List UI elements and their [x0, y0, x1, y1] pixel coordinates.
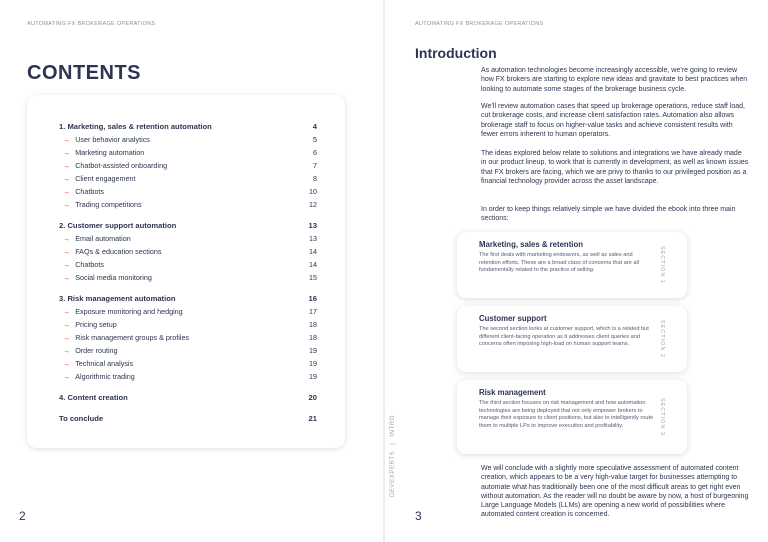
page-number: 2 [19, 509, 26, 523]
toc-page-number: 20 [308, 393, 317, 402]
toc-page-number: 7 [313, 161, 317, 170]
toc-page-number: 12 [309, 200, 317, 209]
toc-heading[interactable] [59, 221, 317, 230]
toc-page-number: 14 [309, 260, 317, 269]
toc-entry[interactable] [63, 359, 317, 368]
toc-entry[interactable] [63, 247, 317, 256]
toc-entry[interactable] [63, 234, 317, 243]
brand-section: INTRO [390, 414, 396, 437]
section-card [457, 306, 687, 372]
toc-heading[interactable] [59, 393, 317, 402]
toc-page-number: 18 [309, 333, 317, 342]
toc-card [27, 95, 345, 448]
section-title: Customer support [479, 314, 547, 323]
section-card [457, 380, 687, 454]
left-page [0, 0, 383, 542]
brand-name: DEVEXPERTS [390, 450, 396, 497]
running-head: AUTOMATING FX BROKERAGE OPERATIONS [27, 21, 156, 27]
toc-page-number: 5 [313, 135, 317, 144]
toc-heading[interactable] [59, 414, 317, 423]
toc-entry[interactable] [63, 161, 317, 170]
toc-label: → Pricing setup [63, 320, 117, 329]
running-head: AUTOMATING FX BROKERAGE OPERATIONS [415, 21, 544, 27]
toc-label: → FAQs & education sections [63, 247, 161, 256]
intro-paragraph: We’ll review automation cases that speed up brokerage operations, reduce staff load, cut brokerage costs, and increase client satisfaction rates. Automation also allows brokerage staff to focus on higher-value tasks and achieve consistent results with fewer errors inherent to human operators. [481, 103, 745, 138]
toc-page-number: 13 [309, 234, 317, 243]
toc-entry[interactable] [63, 200, 317, 209]
intro-paragraph: As automation technologies become increasingly accessible, we’re going to review how FX brokers are starting to explore new ideas and gravitate to best practices when looking to automate some stages of the brokerage business cycle. [481, 67, 748, 93]
toc-page-number: 21 [308, 414, 317, 423]
conclusion-paragraph: We will conclude with a slightly more speculative assessment of automated content creation, which appears to be a very high-value target for businesses attempting to automate what has traditionally been one of the most difficult areas to get right even without automation. As the reader will no doubt be aware by now, a host of burgeoning Large Language Models (LLMs) are opening a new world of possibilities where automated content creation is concerned. [481, 465, 749, 519]
toc-entry[interactable] [63, 174, 317, 183]
intro-paragraph: In order to keep things relatively simple we have divided the ebook into three main sections: [481, 206, 736, 223]
intro-title: Introduction [415, 45, 497, 61]
toc-label: → Chatbots [63, 260, 104, 269]
toc-label: → Email automation [63, 234, 131, 243]
toc-entry[interactable] [63, 372, 317, 381]
toc-entry[interactable] [63, 333, 317, 342]
toc-label: → Technical analysis [63, 359, 133, 368]
toc-page-number: 16 [308, 294, 317, 303]
toc-page-number: 18 [309, 320, 317, 329]
toc-page-number: 10 [309, 187, 317, 196]
toc-entry[interactable] [63, 148, 317, 157]
toc-heading[interactable] [59, 294, 317, 303]
page-number: 3 [415, 509, 422, 523]
toc-label: 4. Content creation [59, 393, 128, 402]
section-card [457, 232, 687, 298]
toc-heading[interactable] [59, 122, 317, 131]
toc-label: → Client engagement [63, 174, 136, 183]
toc-page-number: 4 [312, 122, 317, 131]
toc-page-number: 17 [309, 307, 317, 316]
toc-entry[interactable] [63, 273, 317, 282]
section-tag: SECTION 1 [658, 245, 665, 285]
toc-label: → Algorithmic trading [63, 372, 135, 381]
section-tag: SECTION 3 [658, 397, 665, 437]
toc-entry[interactable] [63, 320, 317, 329]
toc-label: 1. Marketing, sales & retention automation [59, 122, 212, 131]
toc-label: → Social media monitoring [63, 273, 152, 282]
toc-page-number: 19 [309, 372, 317, 381]
toc-page-number: 8 [313, 174, 317, 183]
toc-label: → Risk management groups & profiles [63, 333, 189, 342]
toc-label: 2. Customer support automation [59, 221, 177, 230]
toc-entry[interactable] [63, 187, 317, 196]
section-body: The second section looks at customer support, which is a related but different client-facing operation as it addresses client queries and concerns often imposing high-load on human support teams. [479, 326, 649, 348]
toc-label: → Trading competitions [63, 200, 142, 209]
section-tag: SECTION 2 [658, 319, 665, 359]
section-body: The third section focuses on risk management and how automation technologies are being deployed that not only empower brokers to manage their exposure to client positions, but also to intelligently route them to multiple LPs to improve execution and profitability. [479, 400, 654, 429]
toc-page-number: 19 [309, 346, 317, 355]
toc-page-number: 14 [309, 247, 317, 256]
toc-label: → Exposure monitoring and hedging [63, 307, 183, 316]
section-title: Risk management [479, 388, 546, 397]
section-body: The first deals with marketing endeavors, as well as sales and retention efforts. These are a broad class of concerns that are all fundamentally related to the practice of selling. [479, 252, 639, 274]
brand-separator: | [390, 442, 396, 445]
toc-label: → Chatbots [63, 187, 104, 196]
toc-label: 3. Risk management automation [59, 294, 176, 303]
toc-page-number: 15 [309, 273, 317, 282]
toc-page-number: 19 [309, 359, 317, 368]
toc-label: → Marketing automation [63, 148, 144, 157]
toc-entry[interactable] [63, 307, 317, 316]
toc-label: → Order routing [63, 346, 118, 355]
toc-entry[interactable] [63, 260, 317, 269]
intro-paragraph: The ideas explored below relate to solutions and integrations we have already made in our product lineup, to work that is currently in development, as well as known issues that FX brokers are facing, which we are privy to thanks to our privileged position as a financial technology provider across the asset landscape. [481, 150, 749, 185]
brand-vertical [390, 412, 396, 500]
toc-label: To conclude [59, 414, 104, 423]
contents-title: CONTENTS [27, 62, 141, 84]
section-title: Marketing, sales & retention [479, 240, 583, 249]
toc-entry[interactable] [63, 346, 317, 355]
right-page [385, 0, 768, 542]
toc-label: → Chatbot-assisted onboarding [63, 161, 167, 170]
toc-page-number: 13 [308, 221, 317, 230]
toc-label: → User behavior analytics [63, 135, 150, 144]
toc-page-number: 6 [313, 148, 317, 157]
toc-entry[interactable] [63, 135, 317, 144]
